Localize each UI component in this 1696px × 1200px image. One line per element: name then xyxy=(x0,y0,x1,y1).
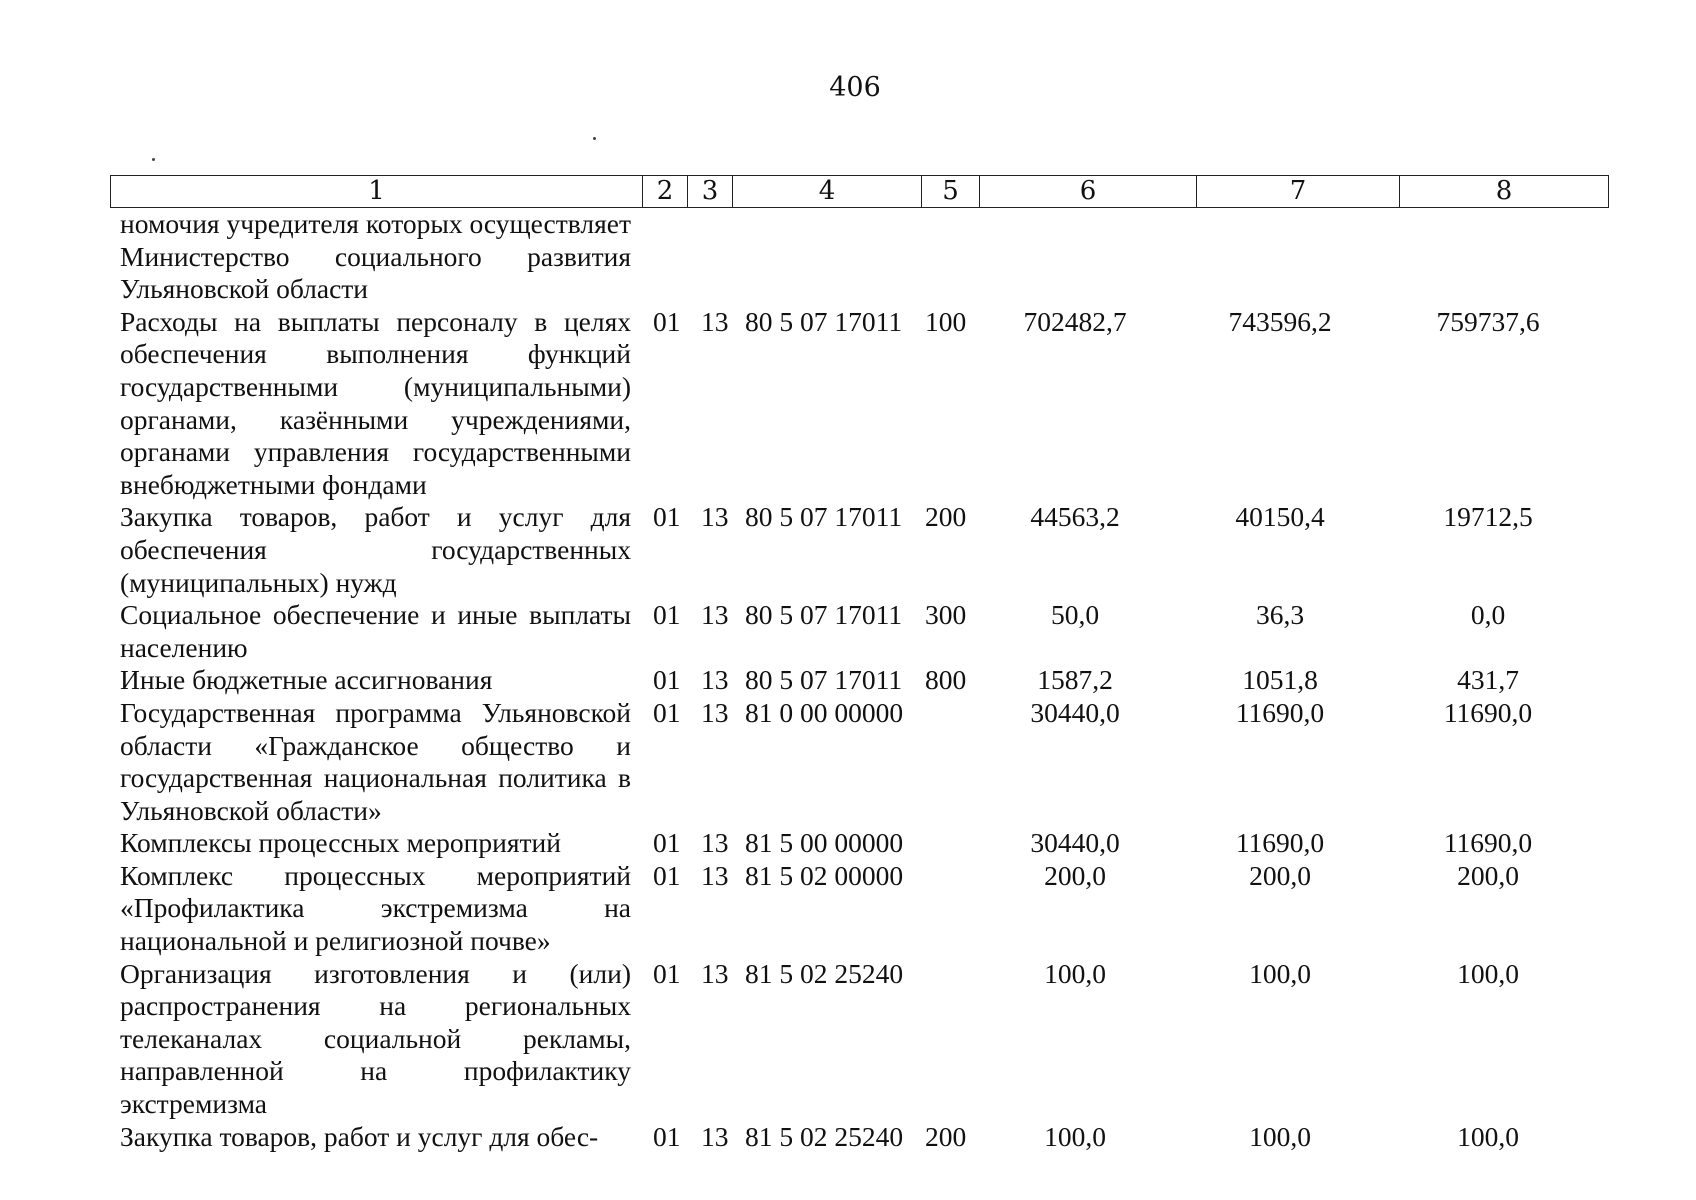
row-value-1: 200,0 xyxy=(1044,859,1106,891)
row-value-2: 100,0 xyxy=(1249,957,1311,989)
row-value-1: 30440,0 xyxy=(1030,696,1120,728)
row-csr: 80 5 07 17011 xyxy=(745,305,903,337)
table-row xyxy=(120,501,1591,599)
table-body xyxy=(120,208,1591,1153)
row-csr: 80 5 07 17011 xyxy=(745,501,903,533)
row-pr: 13 xyxy=(701,827,729,859)
row-rz: 01 xyxy=(653,599,681,631)
row-name: Организация изготовления и (или) распространения на региональных телеканалах социальной рекламы, направленной на профилактику экстремизма xyxy=(120,957,631,1120)
scan-speck xyxy=(152,158,155,161)
row-value-1: 44563,2 xyxy=(1030,501,1120,533)
row-value-2: 1051,8 xyxy=(1242,664,1318,696)
row-value-1: 100,0 xyxy=(1044,1120,1106,1152)
row-value-3: 19712,5 xyxy=(1443,501,1533,533)
row-value-1: 100,0 xyxy=(1044,957,1106,989)
header-col-6: 6 xyxy=(980,176,1197,208)
row-value-3: 11690,0 xyxy=(1443,696,1533,728)
row-pr: 13 xyxy=(701,664,729,696)
row-name: номочия учредителя которых осуществляет Министерство социального развития Ульяновской области xyxy=(120,208,631,305)
row-value-1: 50,0 xyxy=(1050,599,1100,631)
row-value-1: 702482,7 xyxy=(1023,305,1127,337)
row-csr: 81 5 00 00000 xyxy=(745,827,904,859)
header-col-4: 4 xyxy=(733,176,922,208)
row-rz: 01 xyxy=(653,664,681,696)
table-row xyxy=(120,1121,1591,1154)
row-value-3: 200,0 xyxy=(1457,859,1519,891)
row-name: Комплекс процессных мероприятий «Профилактика экстремизма на национальной и религиозной почве» xyxy=(120,859,631,957)
table-row xyxy=(120,860,1591,958)
table-row xyxy=(120,664,1591,697)
row-csr: 81 5 02 25240 xyxy=(745,1120,904,1152)
table-row xyxy=(120,958,1591,1121)
row-value-2: 11690,0 xyxy=(1235,827,1325,859)
row-name: Иные бюджетные ассигнования xyxy=(120,664,493,696)
row-vr: 200 xyxy=(925,501,967,533)
row-rz: 01 xyxy=(653,957,681,989)
row-pr: 13 xyxy=(701,305,729,337)
table-row xyxy=(120,208,1591,306)
table-row xyxy=(120,599,1591,664)
row-rz: 01 xyxy=(653,827,681,859)
row-csr: 81 5 02 25240 xyxy=(745,957,904,989)
row-rz: 01 xyxy=(653,696,681,728)
row-value-3: 100,0 xyxy=(1457,957,1519,989)
row-rz: 01 xyxy=(653,305,681,337)
row-vr: 800 xyxy=(925,664,967,696)
table-row xyxy=(120,697,1591,827)
row-pr: 13 xyxy=(701,1120,729,1152)
row-value-2: 11690,0 xyxy=(1235,696,1325,728)
header-col-7: 7 xyxy=(1197,176,1400,208)
header-col-1: 1 xyxy=(111,176,643,208)
page-number: 406 xyxy=(829,72,881,103)
row-name: Закупка товаров, работ и услуг для обеспечения государственных (муниципальных) нужд xyxy=(120,501,631,598)
row-vr: 300 xyxy=(925,599,967,631)
row-value-2: 743596,2 xyxy=(1228,305,1332,337)
row-value-1: 1587,2 xyxy=(1037,664,1113,696)
row-rz: 01 xyxy=(653,1120,681,1152)
row-rz: 01 xyxy=(653,501,681,533)
row-value-2: 200,0 xyxy=(1249,859,1311,891)
row-pr: 13 xyxy=(701,957,729,989)
row-value-3: 759737,6 xyxy=(1436,305,1540,337)
row-pr: 13 xyxy=(701,859,729,891)
row-pr: 13 xyxy=(701,599,729,631)
row-value-2: 100,0 xyxy=(1249,1120,1311,1152)
row-csr: 80 5 07 17011 xyxy=(745,599,903,631)
table-header xyxy=(110,175,1609,208)
row-value-1: 30440,0 xyxy=(1030,827,1120,859)
header-col-3: 3 xyxy=(688,176,733,208)
row-csr: 80 5 07 17011 xyxy=(745,664,903,696)
row-name: Комплексы процессных мероприятий xyxy=(120,827,561,859)
table-row xyxy=(120,827,1591,860)
row-name: Государственная программа Ульяновской области «Гражданское общество и государственная национальная политика в Ульяновской области» xyxy=(120,696,631,826)
row-name: Расходы на выплаты персоналу в целях обеспечения выполнения функций государственными (муниципальными) органами, казёнными учреждениями, органами управления государственными внебюджетными фондами xyxy=(120,305,631,500)
row-rz: 01 xyxy=(653,859,681,891)
row-vr: 200 xyxy=(925,1120,967,1152)
header-col-5: 5 xyxy=(922,176,980,208)
scan-speck xyxy=(593,137,596,140)
row-value-2: 36,3 xyxy=(1255,599,1305,631)
row-vr: 100 xyxy=(925,305,967,337)
row-value-2: 40150,4 xyxy=(1235,501,1325,533)
row-value-3: 100,0 xyxy=(1457,1120,1519,1152)
row-pr: 13 xyxy=(701,696,729,728)
header-col-2: 2 xyxy=(643,176,688,208)
table-row xyxy=(120,306,1591,502)
row-pr: 13 xyxy=(701,501,729,533)
row-csr: 81 0 00 00000 xyxy=(745,696,904,728)
row-value-3: 0,0 xyxy=(1470,599,1506,631)
header-col-8: 8 xyxy=(1400,176,1609,208)
row-csr: 81 5 02 00000 xyxy=(745,859,904,891)
row-name: Социальное обеспечение и иные выплаты населению xyxy=(120,599,631,663)
row-name: Закупка товаров, работ и услуг для обес- xyxy=(120,1120,599,1152)
row-value-3: 11690,0 xyxy=(1443,827,1533,859)
row-value-3: 431,7 xyxy=(1457,664,1519,696)
